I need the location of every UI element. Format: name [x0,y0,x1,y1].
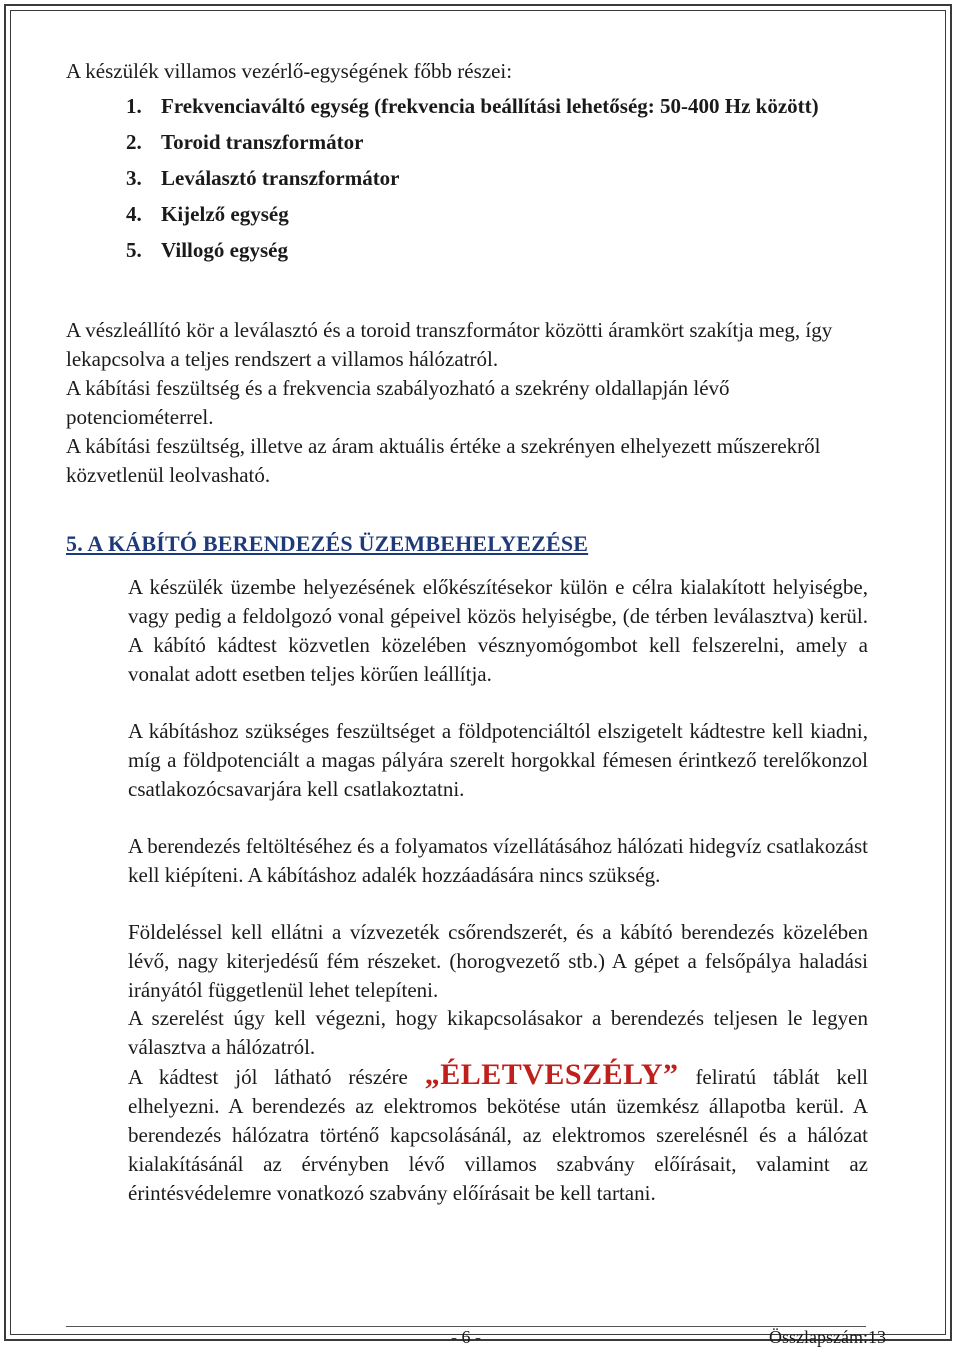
section-paragraph: A berendezés feltöltéséhez és a folyamatos vízellátásához hálózati hidegvíz csatlakozást kell kiépíteni. A kábításhoz adalék hozzáadására nincs szükség. [128,834,868,887]
list-item-number: 1. [126,94,142,118]
paragraph-readout: A kábítási feszültség, illetve az áram aktuális értéke a szekrényen elhelyezett műszerekről közvetlenül leolvasható. [66,434,821,487]
section-paragraph: A készülék üzembe helyezésének előkészítésekor külön e célra kialakított helyiségbe, vagy pedig a feldolgozó vonal gépeivel közös helyiségbe, (de térben leválasztva) kerül. A kábító kádtest közvetlen közelében vésznyomógombot kell felszerelni, amely a vonalat adott esetben teljes körűen leállítja. [128,575,868,686]
warning-word: „ÉLETVESZÉLY” [424,1058,679,1091]
list-item-text: Villogó egység [161,238,288,262]
list-item [126,124,866,160]
list-item [126,160,866,196]
list-item-text: Toroid transzformátor [161,130,364,154]
warning-paragraph [128,1060,868,1208]
warning-before-text: A kádtest jól látható részére [128,1065,408,1089]
list-item-text: Kijelző egység [161,202,289,226]
list-item-text: Frekvenciaváltó egység (frekvencia beállítási lehetőség: 50-400 Hz között) [161,94,819,118]
list-item-number: 2. [126,130,142,154]
page-number: - 6 - [451,1327,481,1347]
list-item [126,196,866,232]
paragraph-emergency-stop: A vészleállító kör a leválasztó és a toroid transzformátor közötti áramkört szakítja meg, így lekapcsolva a teljes rendszert a villamos hálózatról. [66,318,833,371]
total-pages: Összlapszám:13 [769,1327,886,1347]
paragraph-voltage-frequency: A kábítási feszültség és a frekvencia szabályozható a szekrény oldallapján lévő potenciométerrel. [66,376,730,429]
list-item-text: Leválasztó transzformátor [161,166,400,190]
parts-list [126,88,866,268]
section-paragraph: A szerelést úgy kell végezni, hogy kikapcsolásakor a berendezés teljesen le legyen választva a hálózatról. [128,1006,868,1059]
list-item-number: 5. [126,238,142,262]
list-item [126,232,866,268]
list-item [126,88,866,124]
warning-after-text: feliratú táblát kell elhelyezni. A berendezés az elektromos bekötése után üzemkész állapotba kerül. A berendezés hálózatra történő kapcsolásánál, az elektromos szerelésnél és a hálózat kialakításánál az érvényben lévő villamos szabvány előírásait, valamint az érintésvédelemre vonatkozó szabvány előírásait be kell tartani. [128,1065,868,1205]
section-title: 5. A KÁBÍTÓ BERENDEZÉS ÜZEMBEHELYEZÉSE [66,531,589,556]
section-paragraph: Földeléssel kell ellátni a vízvezeték csőrendszerét, és a kábító berendezés közelében lévő, nagy kiterjedésű fém részeket. (horogvezető stb.) A gépet a felsőpálya haladási irányától függetlenül lehet telepíteni. [128,920,868,1002]
intro-text: A készülék villamos vezérlő-egységének főbb részei: [66,59,513,83]
list-item-number: 3. [126,166,142,190]
section-paragraph: A kábításhoz szükséges feszültséget a földpotenciáltól elszigetelt kádtestre kell kiadni, míg a földpotenciált a magas pályára szerelt horgokkal fémesen érintkező terelőkonzol csatlakozócsavarjára kell csatlakoztatni. [128,719,868,801]
list-item-number: 4. [126,202,142,226]
